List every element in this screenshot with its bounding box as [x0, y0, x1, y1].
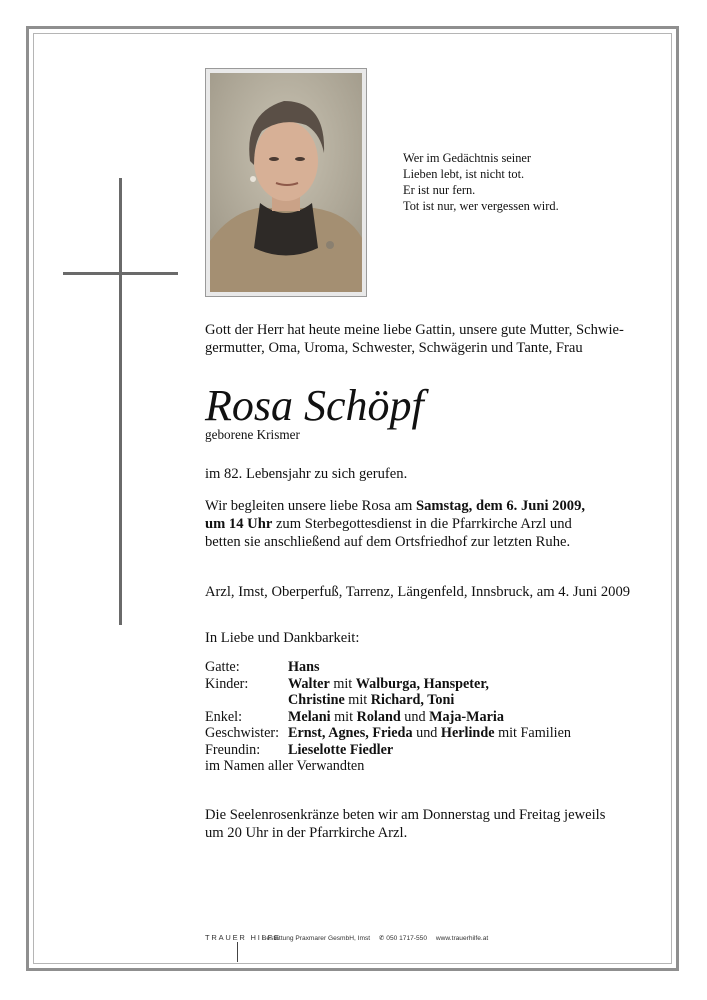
quote-line: Wer im Gedächtnis seiner: [403, 151, 532, 165]
quote-line: Er ist nur fern.: [403, 183, 476, 197]
mourner-name: Lieselotte Fiedler: [288, 741, 394, 758]
rosary-notice: [205, 806, 605, 842]
empty-label: [205, 692, 288, 709]
mourners-intro: In Liebe und Dankbarkeit:: [205, 630, 360, 646]
mourner-name: Roland: [356, 708, 401, 725]
mourner-name: Walter: [288, 675, 330, 692]
mourner-label: Enkel:: [205, 708, 243, 725]
mourner-label: Geschwister:: [205, 725, 280, 741]
funeral-text: zum Sterbegottesdienst in die Pfarrkirche Arzl und: [272, 516, 572, 532]
mourners-list: [205, 659, 571, 775]
mourner-label: Freundin:: [205, 741, 261, 758]
cross-vertical-beam: [119, 178, 122, 625]
mourner-label: Kinder:: [205, 675, 249, 692]
mourner-name: Hans: [288, 659, 320, 675]
mourner-row-geschwister: [205, 725, 571, 742]
connector-text: mit: [344, 692, 371, 708]
trauerhilfe-logo: TRAUER HILFE: [205, 933, 281, 942]
funeral-time: um 14 Uhr: [205, 516, 273, 532]
quote-line: Tot ist nur, wer vergessen wird.: [403, 199, 559, 213]
mourner-label: Gatte:: [205, 659, 240, 675]
company-name: Bestattung Praxmarer GesmbH, Imst: [262, 935, 371, 942]
announcement-intro: [205, 321, 624, 357]
logo-divider: [237, 942, 238, 962]
mourner-name: Walburga, Hanspeter,: [355, 675, 489, 692]
intro-line: Gott der Herr hat heute meine liebe Gattin, unsere gute Mutter, Schwie-: [205, 322, 624, 338]
website-link[interactable]: www.trauerhilfe.at: [435, 935, 489, 942]
rosary-line: Die Seelenrosenkränze beten wir am Donnerstag und Freitag jeweils: [205, 807, 606, 823]
connector-text: mit: [330, 708, 357, 725]
footer: [205, 933, 525, 965]
place-and-date: Arzl, Imst, Oberperfuß, Tarrenz, Längenfeld, Innsbruck, am 4. Juni 2009: [205, 584, 631, 600]
deceased-name: Rosa Schöpf: [205, 381, 424, 430]
funeral-date: Samstag, dem 6. Juni 2009,: [415, 498, 586, 514]
connector-text: und: [400, 708, 430, 725]
quote-line: Lieben lebt, ist nicht tot.: [403, 167, 525, 181]
mourner-row-enkel: [205, 709, 571, 726]
cross-horizontal-beam: [63, 272, 178, 275]
rosary-line: um 20 Uhr in der Pfarrkirche Arzl.: [205, 825, 408, 841]
intro-line: germutter, Oma, Uroma, Schwester, Schwägerin und Tante, Frau: [205, 340, 583, 356]
mourner-name: Melani: [288, 708, 331, 725]
connector-text: mit: [329, 675, 356, 692]
funeral-details: [205, 497, 585, 551]
age-statement: im 82. Lebensjahr zu sich gerufen.: [205, 466, 408, 482]
connector-text: mit Familien: [494, 725, 571, 741]
mourner-row-kinder-2: [205, 692, 571, 709]
mourner-row-kinder: [205, 676, 571, 693]
mourner-name: Christine: [288, 692, 345, 708]
mourner-name: Herlinde: [440, 725, 495, 741]
mourner-row-gatte: [205, 659, 571, 676]
funeral-text: Wir begleiten unsere liebe Rosa am: [205, 498, 416, 514]
mourner-name: Richard, Toni: [370, 692, 455, 708]
funeral-text: betten sie anschließend auf dem Ortsfriedhof zur letzten Ruhe.: [205, 534, 571, 550]
footer-info: [262, 934, 495, 942]
memorial-quote: [403, 150, 559, 214]
mourners-closing: im Namen aller Verwandten: [205, 758, 365, 774]
portrait-photo: [205, 68, 367, 297]
mourner-row-freundin: [205, 742, 571, 759]
phone-number: ✆ 050 1717-550: [378, 935, 428, 942]
connector-text: und: [412, 725, 441, 741]
mourner-name: Maja-Maria: [429, 708, 504, 725]
portrait-image: [210, 73, 362, 292]
birth-name: geborene Krismer: [205, 427, 300, 442]
mourner-name: Ernst, Agnes, Frieda: [288, 725, 413, 741]
